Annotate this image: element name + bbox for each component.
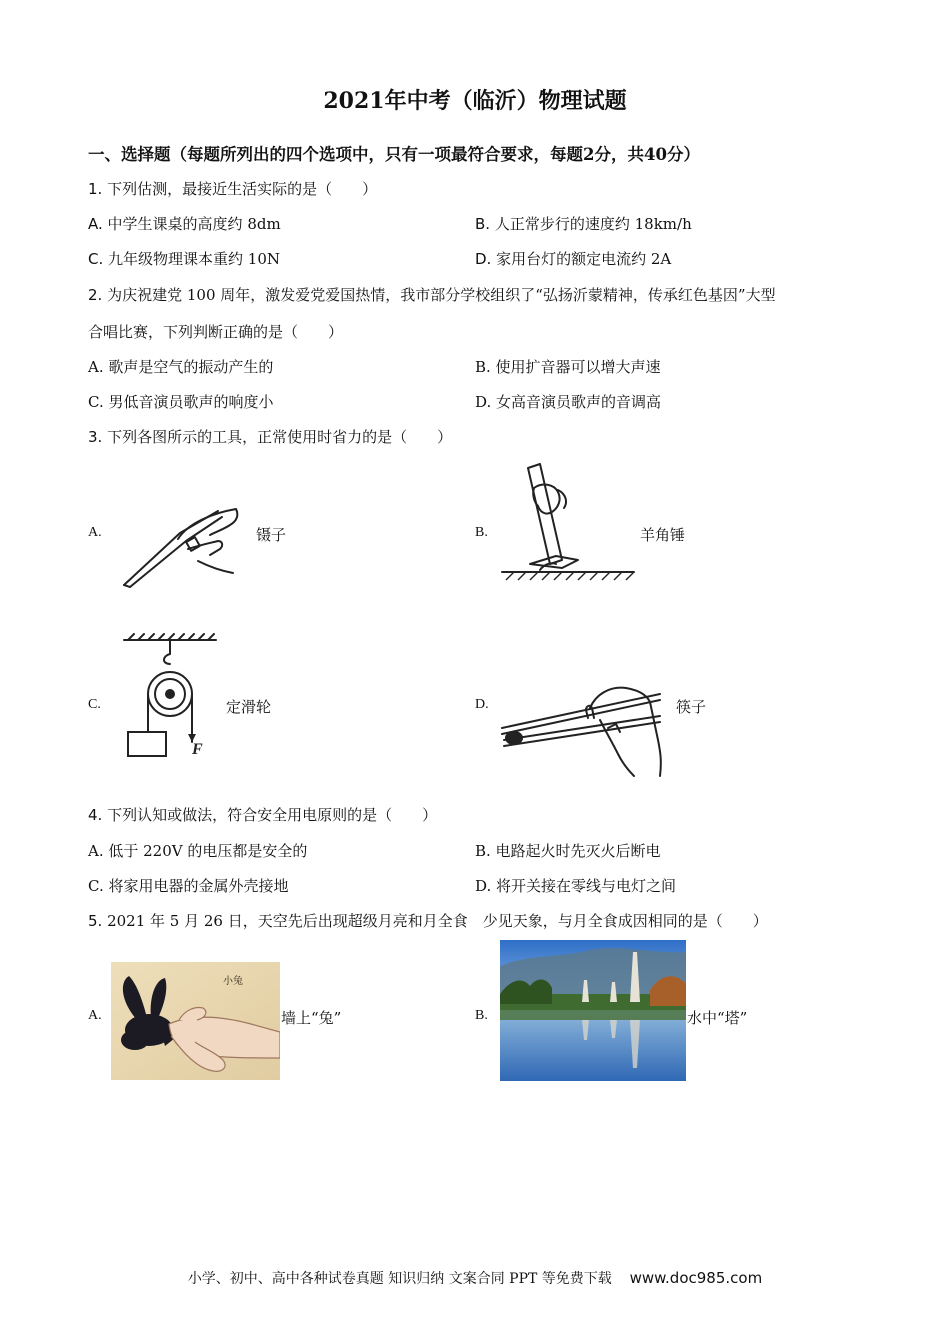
footer-text: 小学、初中、高中各种试卷真题 知识归纳 文案合同 PPT 等免费下载 (187, 1271, 612, 1287)
fixed-pulley-figure (118, 632, 218, 764)
question-stem: 为庆祝建党 100 周年，激发爱党爱国热情，我市部分学校组织了“弘扬沂蒙精神，传承红色基因”大型 (107, 286, 776, 304)
option-1c (88, 248, 280, 269)
question-number: 5. (88, 912, 103, 930)
option-1d (475, 248, 671, 269)
option-1b (475, 213, 692, 234)
page-title: 2021年中考（临沂）物理试题 (323, 88, 627, 114)
chopsticks-figure (500, 680, 665, 784)
option-4d: D. 将开关接在零线与电灯之间 (475, 877, 677, 895)
option-3d-caption: 筷子 (676, 698, 707, 716)
option-4a: A. 低于 220V 的电压都是安全的 (88, 842, 308, 860)
option-2d: D. 女高音演员歌声的音调高 (475, 393, 662, 411)
option-letter: C. (88, 250, 104, 268)
question-stem: 下列各图所示的工具，正常使用时省力的是（ ） (107, 428, 453, 446)
option-5a-caption: 墙上“兔” (281, 1009, 342, 1027)
question-stem: 下列估测，最接近生活实际的是（ ） (107, 180, 378, 198)
pagoda-reflection-photo (500, 940, 686, 1081)
option-3b-caption: 羊角锤 (640, 526, 686, 544)
question-number: 4. (88, 806, 103, 824)
option-letter: A. (88, 215, 103, 233)
option-3c-label: C. (88, 697, 101, 712)
question-number: 1. (88, 180, 103, 198)
option-3d-label: D. (475, 697, 489, 712)
option-2b: B. 使用扩音器可以增大声速 (475, 358, 661, 376)
option-text: 九年级物理课本重约 10N (108, 250, 281, 268)
question-number: 2. (88, 286, 103, 304)
photo-tag: 小兔 (223, 976, 243, 987)
question-2 (88, 284, 776, 305)
option-text: 家用台灯的额定电流约 2A (496, 250, 672, 268)
page-footer (0, 1268, 950, 1288)
option-1a (88, 213, 281, 234)
option-text: 人正常步行的速度约 18km/h (494, 215, 692, 233)
option-3a-label: A. (88, 525, 102, 540)
question-number: 3. (88, 428, 103, 446)
question-stem: 下列认知或做法，符合安全用电原则的是（ ） (107, 806, 438, 824)
option-letter: B. (475, 215, 491, 233)
option-letter: D. (475, 250, 492, 268)
option-4c: C. 将家用电器的金属外壳接地 (88, 877, 289, 895)
question-5 (88, 910, 768, 931)
footer-link[interactable]: www.doc985.com (629, 1269, 763, 1287)
option-5b-label: B. (475, 1008, 488, 1023)
option-2c: C. 男低音演员歌声的响度小 (88, 393, 274, 411)
option-2a: A. 歌声是空气的振动产生的 (88, 358, 274, 376)
section-heading: 一、选择题（每题所列出的四个选项中，只有一项最符合要求，每题2分，共40分） (88, 145, 700, 164)
option-3c-caption: 定滑轮 (226, 698, 272, 716)
option-text: 中学生课桌的高度约 8dm (107, 215, 281, 233)
force-label: F (192, 741, 203, 758)
option-4b: B. 电路起火时先灭火后断电 (475, 842, 661, 860)
shadow-rabbit-photo (111, 962, 280, 1080)
question-4 (88, 804, 437, 825)
option-3a-caption: 镊子 (256, 526, 287, 544)
option-5b-caption: 水中“塔” (687, 1009, 748, 1027)
tweezers-figure (118, 505, 243, 590)
question-2-line2: 合唱比赛，下列判断正确的是（ ） (88, 323, 344, 341)
claw-hammer-figure (500, 460, 640, 585)
question-3 (88, 426, 452, 447)
option-3b-label: B. (475, 525, 488, 540)
question-stem: 2021 年 5 月 26 日，天空先后出现超级月亮和月全食 少见天象，与月全食成因相同的是（ ） (107, 912, 768, 930)
option-5a-label: A. (88, 1008, 102, 1023)
question-1 (88, 178, 377, 199)
